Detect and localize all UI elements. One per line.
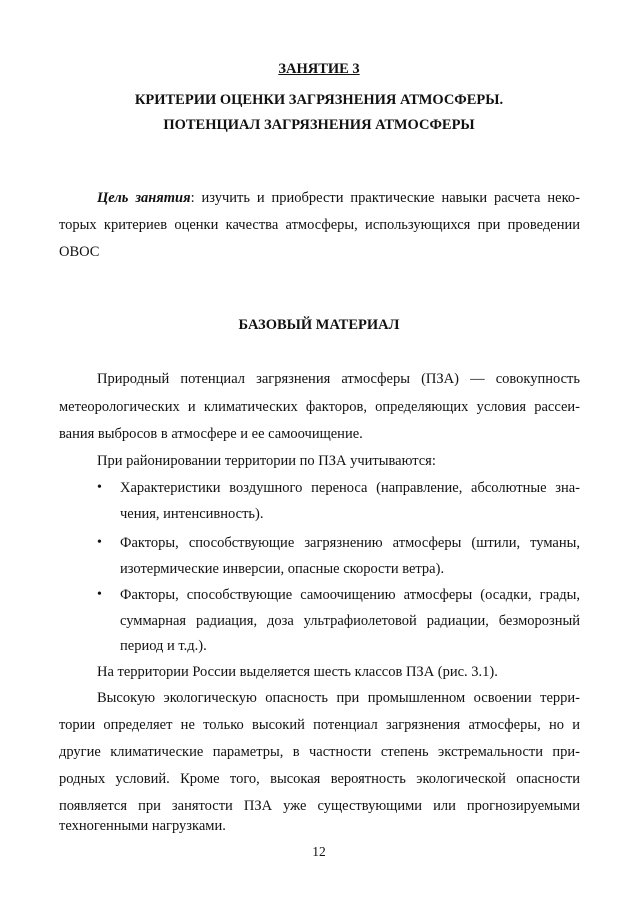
page-title-line-1: КРИТЕРИИ ОЦЕНКИ ЗАГРЯЗНЕНИЯ АТМОСФЕРЫ. xyxy=(134,92,504,108)
bullet-3-line-2: суммарная радиация, доза ультрафиолетовой радиации, безморозный xyxy=(120,613,580,629)
goal-line-3: ОВОС xyxy=(59,244,100,260)
page-number: 12 xyxy=(312,844,326,859)
bullet-icon: • xyxy=(97,480,102,495)
bullet-3-line-1: Факторы, способствующие самоочищению атмосферы (осадки, грады, xyxy=(120,587,580,603)
paragraph-4-line-2: тории определяет не только высокий потенциал загрязнения атмосферы, но и xyxy=(59,717,580,733)
paragraph-4-line-6: техногенными нагрузками. xyxy=(59,818,226,834)
goal-text: : изучить и приобрести практические навыки расчета неко- xyxy=(190,190,580,206)
paragraph-3: На территории России выделяется шесть классов ПЗА (рис. 3.1). xyxy=(97,664,498,680)
bullet-2-line-1: Факторы, способствующие загрязнению атмосферы (штили, туманы, xyxy=(120,535,580,551)
paragraph-4-line-1: Высокую экологическую опасность при промышленном освоении терри- xyxy=(97,690,580,706)
bullet-1-line-2: чения, интенсивность). xyxy=(120,506,264,522)
paragraph-1-line-3: вания выбросов в атмосфере и ее самоочищение. xyxy=(59,426,363,442)
bullet-1-line-1: Характеристики воздушного переноса (направление, абсолютные зна- xyxy=(120,480,580,496)
goal-label: Цель занятия xyxy=(97,190,191,206)
section-title: БАЗОВЫЙ МАТЕРИАЛ xyxy=(238,317,400,333)
paragraph-1-line-2: метеорологических и климатических факторов, определяющих условия рассеи- xyxy=(59,399,580,415)
goal-line-2: торых критериев оценки качества атмосферы, использующихся при проведении xyxy=(59,217,580,233)
bullet-3-line-3: период и т.д.). xyxy=(120,638,207,654)
lesson-number: ЗАНЯТИЕ 3 xyxy=(278,61,360,77)
paragraph-4-line-3: другие климатические параметры, в частности степень экстремальности при- xyxy=(59,744,580,760)
bullet-icon: • xyxy=(97,535,102,550)
bullet-2-line-2: изотермические инверсии, опасные скорости ветра). xyxy=(120,561,445,577)
page-title-line-2: ПОТЕНЦИАЛ ЗАГРЯЗНЕНИЯ АТМОСФЕРЫ xyxy=(163,117,475,133)
paragraph-2: При районировании территории по ПЗА учитываются: xyxy=(97,453,436,469)
paragraph-4-line-5: появляется при занятости ПЗА уже существующими или прогнозируемыми xyxy=(59,798,580,814)
paragraph-4-line-4: родных условий. Кроме того, высокая вероятность экологической опасности xyxy=(59,771,580,787)
bullet-icon: • xyxy=(97,587,102,602)
goal-line-1 xyxy=(97,189,580,207)
paragraph-1-line-1: Природный потенциал загрязнения атмосферы (ПЗА) — совокупность xyxy=(97,371,580,387)
